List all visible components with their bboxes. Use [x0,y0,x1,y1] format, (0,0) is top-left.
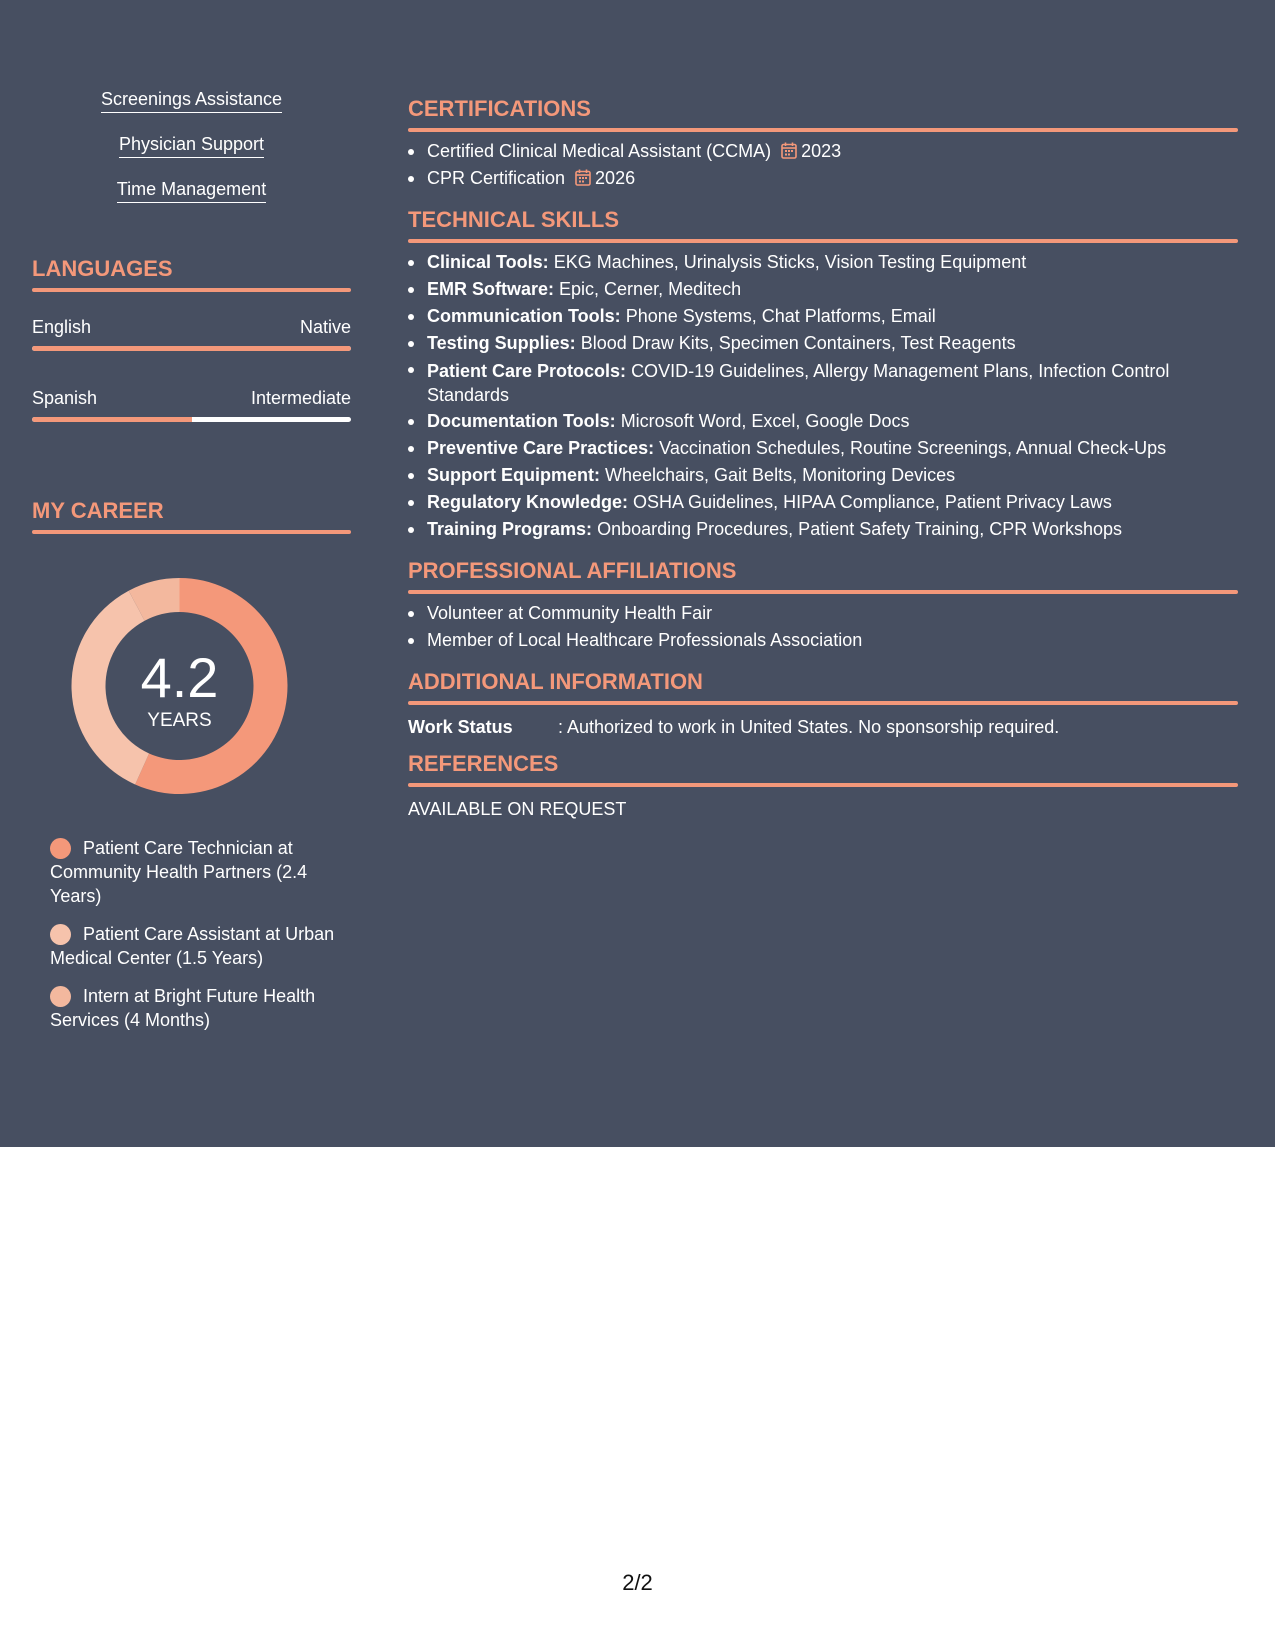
skill-value: Onboarding Procedures, Patient Safety Training, CPR Workshops [597,519,1122,539]
skill-value: Blood Draw Kits, Specimen Containers, Test Reagents [580,333,1016,353]
skill-label: Training Programs: [427,519,593,539]
career-total-value: 4.2 [140,646,219,709]
skill-item [408,276,1238,303]
additional-info-title: ADDITIONAL INFORMATION [408,669,703,694]
section-rule [32,288,351,292]
skill-label: Clinical Tools: [427,252,549,272]
skill-tag-label: Time Management [117,178,266,203]
skill-label: Preventive Care Practices: [427,438,655,458]
references-section [408,751,1238,821]
skill-item [408,516,1238,543]
languages-section [32,256,351,422]
career-title: MY CAREER [32,498,164,523]
section-rule [408,590,1238,594]
skill-value: Epic, Cerner, Meditech [559,279,742,299]
skill-value: Phone Systems, Chat Platforms, Email [625,306,936,326]
legend-item [50,984,340,1032]
language-name: Spanish [32,388,98,408]
skill-tag [32,178,351,223]
legend-item [50,836,340,908]
skill-item [408,462,1238,489]
language-level: Intermediate [250,388,351,408]
legend-item [50,922,340,970]
skill-label: Documentation Tools: [427,411,616,431]
languages-title: LANGUAGES [32,256,173,281]
skill-tag-label: Screenings Assistance [101,88,282,113]
language-level: Native [299,317,351,337]
language-name: English [32,317,92,337]
skill-value: COVID-19 Guidelines, Allergy Management Plans, Infection Control Standards [427,361,1170,405]
section-rule [408,783,1238,787]
language-bar-fill [32,417,192,422]
technical-skills-section [408,207,1238,543]
skill-item [408,408,1238,435]
career-total-unit: YEARS [147,710,212,731]
legend-dot-icon [50,838,71,859]
certifications-section [408,96,1238,192]
affiliation-item: Member of Local Healthcare Professionals Association [408,627,1238,654]
language-bar-fill [32,346,351,351]
certification-year: 2023 [801,141,842,161]
additional-info-section [408,669,1238,739]
legend-label: Intern at Bright Future Health Services (4 Months) [50,986,316,1030]
legend-dot-icon [50,924,71,945]
work-status-row [408,715,1238,739]
certification-item [408,165,1238,192]
references-title: REFERENCES [408,751,559,776]
skill-label: Support Equipment: [427,465,600,485]
skill-item [408,357,1238,408]
skill-item [408,330,1238,357]
skill-tag [32,88,351,133]
language-item-spanish [32,387,351,422]
affiliation-item: Volunteer at Community Health Fair [408,600,1238,627]
certification-item [408,138,1238,165]
affiliations-section [408,558,1238,654]
skill-item [408,435,1238,462]
skill-item [408,249,1238,276]
skill-value: Wheelchairs, Gait Belts, Monitoring Devices [605,465,956,485]
skill-label: EMR Software: [427,279,555,299]
skill-tag [32,133,351,178]
work-status-value: : Authorized to work in United States. No sponsorship required. [558,717,1060,737]
skill-tag-label: Physician Support [119,133,264,158]
references-text: AVAILABLE ON REQUEST [408,799,627,819]
language-bar [32,417,351,422]
skill-value: Microsoft Word, Excel, Google Docs [620,411,910,431]
section-rule [408,128,1238,132]
skill-item [408,303,1238,330]
certifications-title: CERTIFICATIONS [408,96,591,121]
legend-label: Patient Care Assistant at Urban Medical Center (1.5 Years) [50,924,335,968]
language-item-english [32,316,351,351]
skill-value: Vaccination Schedules, Routine Screenings, Annual Check-Ups [659,438,1167,458]
calendar-icon [781,142,797,159]
skill-tags [32,88,351,223]
skill-label: Regulatory Knowledge: [427,492,629,512]
legend-label: Patient Care Technician at Community Health Partners (2.4 Years) [50,838,308,906]
skill-label: Patient Care Protocols: [427,361,627,381]
calendar-icon [575,169,591,186]
work-status-label: Work Status [408,717,513,737]
career-section [32,498,351,534]
section-rule [408,239,1238,243]
certification-year: 2026 [595,168,636,188]
section-rule [32,530,351,534]
certification-name: Certified Clinical Medical Assistant (CCMA) [427,141,772,161]
skill-value: OSHA Guidelines, HIPAA Compliance, Patient Privacy Laws [633,492,1112,512]
affiliations-title: PROFESSIONAL AFFILIATIONS [408,558,737,583]
skill-item [408,489,1238,516]
skill-label: Communication Tools: [427,306,621,326]
skill-value: EKG Machines, Urinalysis Sticks, Vision Testing Equipment [553,252,1027,272]
technical-skills-title: TECHNICAL SKILLS [408,207,620,232]
certification-name: CPR Certification [427,168,566,188]
language-bar [32,346,351,351]
skill-label: Testing Supplies: [427,333,576,353]
legend-dot-icon [50,986,71,1007]
section-rule [408,701,1238,705]
career-legend [50,836,340,1046]
page-number: 2/2 [622,1570,653,1595]
